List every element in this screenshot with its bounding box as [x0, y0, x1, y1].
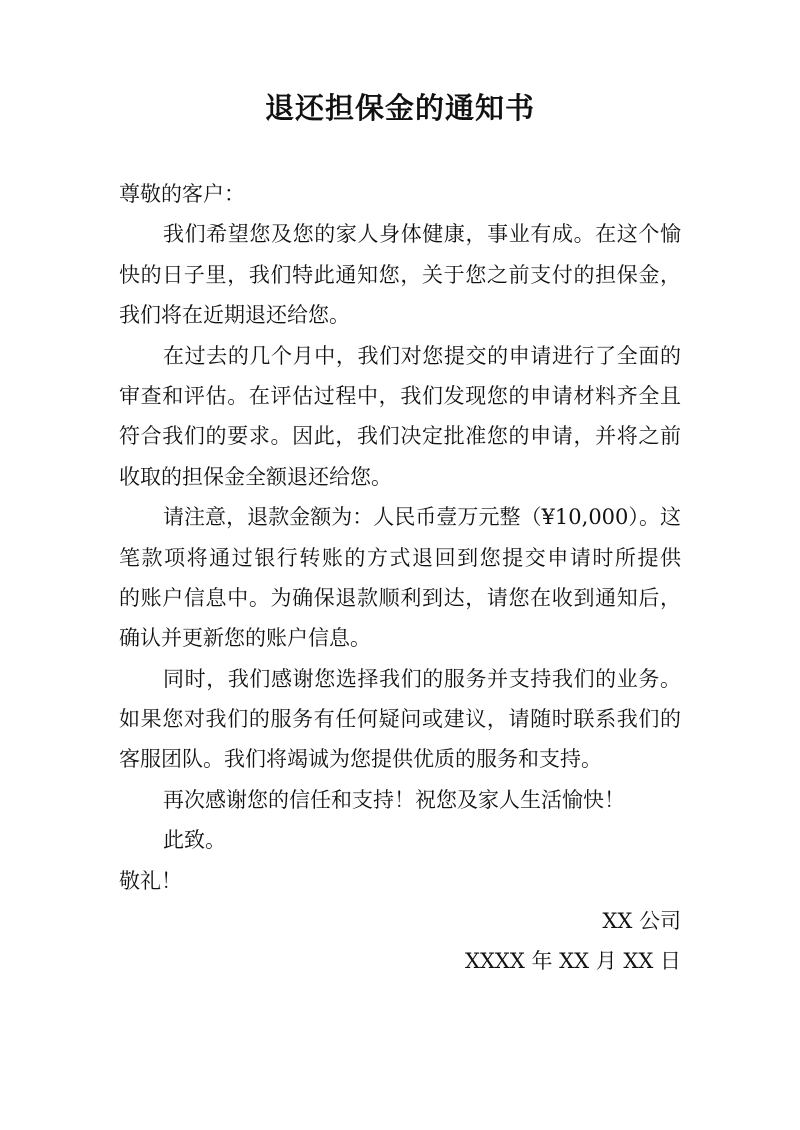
paragraph-line: 在过去的几个月中，我们对您提交的申请进行了全面的	[163, 343, 681, 368]
paragraph-line: 请注意，退款金额为：人民币壹万元整（¥10,000）。这	[163, 505, 681, 530]
document-title: 退还担保金的通知书	[264, 91, 535, 125]
letter-body	[119, 174, 681, 982]
paragraph-line: 我们将在近期退还给您。	[119, 303, 350, 328]
paragraph-2	[119, 336, 681, 498]
paragraph-line: 收取的担保金全额退还给您。	[119, 464, 392, 489]
paragraph-line: 符合我们的要求。因此，我们决定批准您的申请，并将之前	[119, 424, 681, 449]
salutation: 尊敬的客户：	[119, 182, 245, 206]
paragraph-line: 的账户信息中。为确保退款顺利到达，请您在收到通知后，	[119, 585, 681, 610]
signature-company: XX 公司	[602, 909, 681, 934]
paragraph-line: 再次感谢您的信任和支持！祝您及家人生活愉快！	[163, 787, 625, 812]
paragraph-line: 确认并更新您的账户信息。	[119, 626, 371, 651]
paragraph-line: 我们希望您及您的家人身体健康，事业有成。在这个愉	[163, 222, 681, 247]
paragraph-3	[119, 497, 681, 659]
closing-regards: 此致。	[163, 828, 226, 853]
paragraph-line: 快的日子里，我们特此通知您，关于您之前支付的担保金，	[119, 262, 681, 287]
paragraph-line: 同时，我们感谢您选择我们的服务并支持我们的业务。	[163, 666, 681, 691]
closing-salute: 敬礼！	[119, 868, 182, 893]
signature-date: XXXX 年 XX 月 XX 日	[465, 949, 681, 974]
paragraph-line: 审查和评估。在评估过程中，我们发现您的申请材料齐全且	[119, 383, 681, 408]
paragraph-line: 笔款项将通过银行转账的方式退回到您提交申请时所提供	[119, 545, 681, 570]
paragraph-4	[119, 659, 681, 780]
paragraph-5	[119, 780, 681, 820]
paragraph-line: 客服团队。我们将竭诚为您提供优质的服务和支持。	[119, 747, 602, 772]
paragraph-line: 如果您对我们的服务有任何疑问或建议，请随时联系我们的	[119, 707, 681, 732]
paragraph-1	[119, 214, 681, 335]
